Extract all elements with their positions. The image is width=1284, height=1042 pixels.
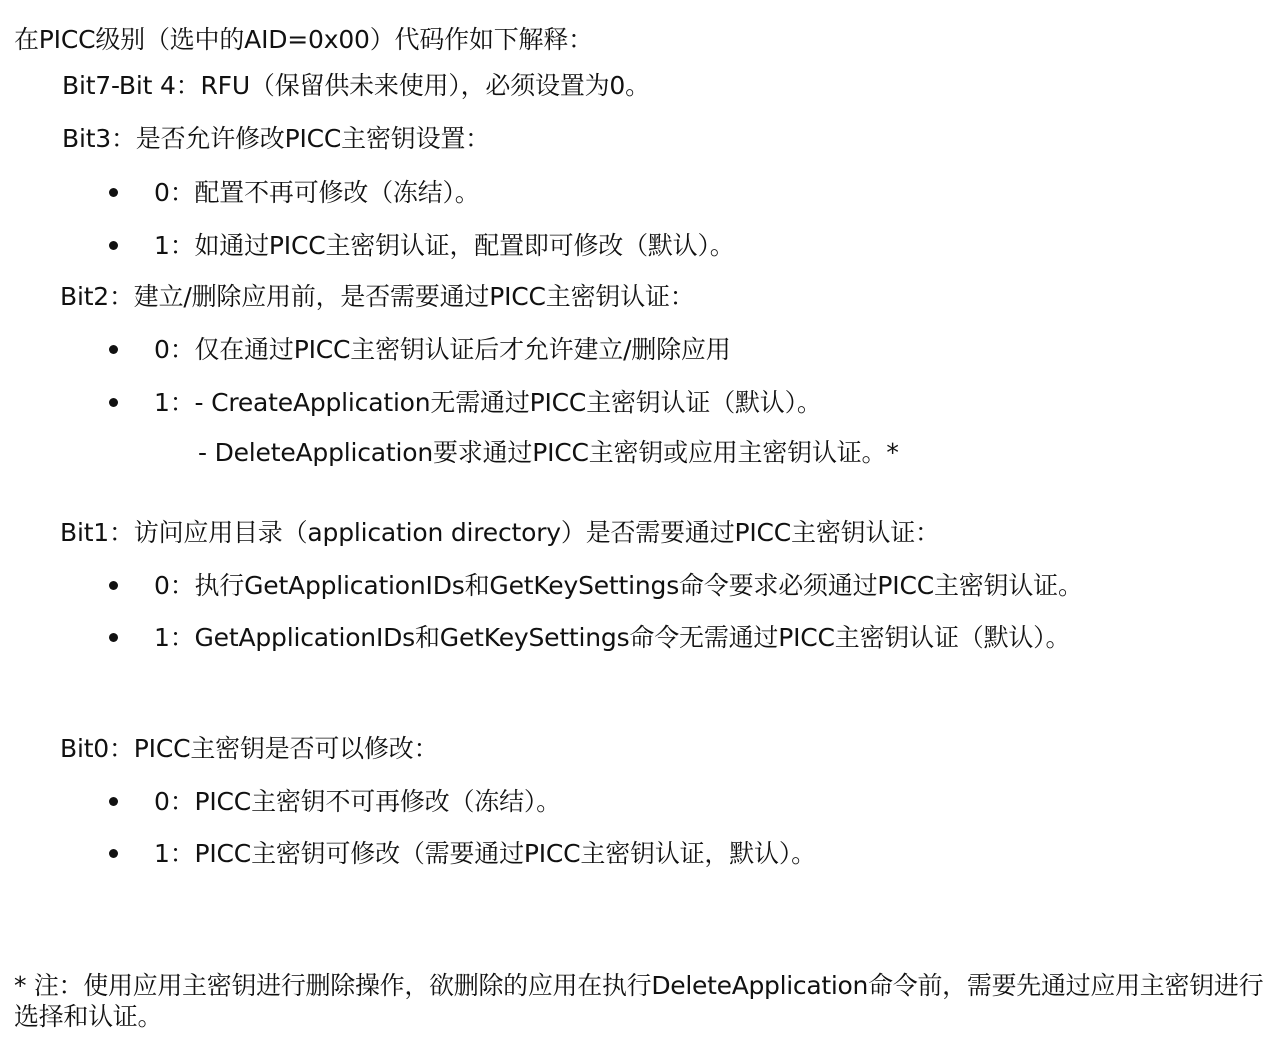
bit2-item-1: 1：- CreateApplication无需通过PICC主密钥认证（默认）。 bbox=[154, 388, 822, 417]
bit3-item-0: 0：配置不再可修改（冻结）。 bbox=[154, 178, 480, 207]
bullet-dot bbox=[109, 797, 118, 806]
bit2-continuation: - DeleteApplication要求通过PICC主密钥或应用主密钥认证。* bbox=[198, 438, 899, 467]
bullet-dot bbox=[109, 849, 118, 858]
bit2-item-0: 0：仅在通过PICC主密钥认证后才允许建立/删除应用 bbox=[154, 335, 731, 364]
bullet-dot bbox=[109, 188, 118, 197]
bit1-item-1: 1：GetApplicationIDs和GetKeySettings命令无需通过PICC主密钥认证（默认）。 bbox=[154, 623, 1071, 652]
bit0-item-1: 1：PICC主密钥可修改（需要通过PICC主密钥认证，默认）。 bbox=[154, 839, 816, 868]
bullet-dot bbox=[109, 633, 118, 642]
bit7-4-text: Bit7-Bit 4：RFU（保留供未来使用），必须设置为0。 bbox=[62, 71, 650, 100]
bullet-dot bbox=[109, 581, 118, 590]
bit1-item-0: 0：执行GetApplicationIDs和GetKeySettings命令要求必须通过PICC主密钥认证。 bbox=[154, 571, 1083, 600]
bullet-dot bbox=[109, 345, 118, 354]
bit3-item-1: 1：如通过PICC主密钥认证，配置即可修改（默认）。 bbox=[154, 231, 735, 260]
bit0-heading: Bit0：PICC主密钥是否可以修改： bbox=[60, 734, 439, 763]
intro-text: 在PICC级别（选中的AID=0x00）代码作如下解释： bbox=[14, 25, 593, 54]
bullet-dot bbox=[109, 398, 118, 407]
bullet-dot bbox=[109, 241, 118, 250]
bit3-heading: Bit3：是否允许修改PICC主密钥设置： bbox=[62, 124, 490, 153]
footnote: * 注：使用应用主密钥进行删除操作，欲删除的应用在执行DeleteApplication命令前，需要先通过应用主密钥进行选择和认证。 bbox=[14, 971, 1264, 1031]
bit1-heading: Bit1：访问应用目录（application directory）是否需要通过PICC主密钥认证： bbox=[60, 518, 940, 547]
bit0-item-0: 0：PICC主密钥不可再修改（冻结）。 bbox=[154, 787, 561, 816]
bit2-heading: Bit2：建立/删除应用前，是否需要通过PICC主密钥认证： bbox=[60, 282, 695, 311]
